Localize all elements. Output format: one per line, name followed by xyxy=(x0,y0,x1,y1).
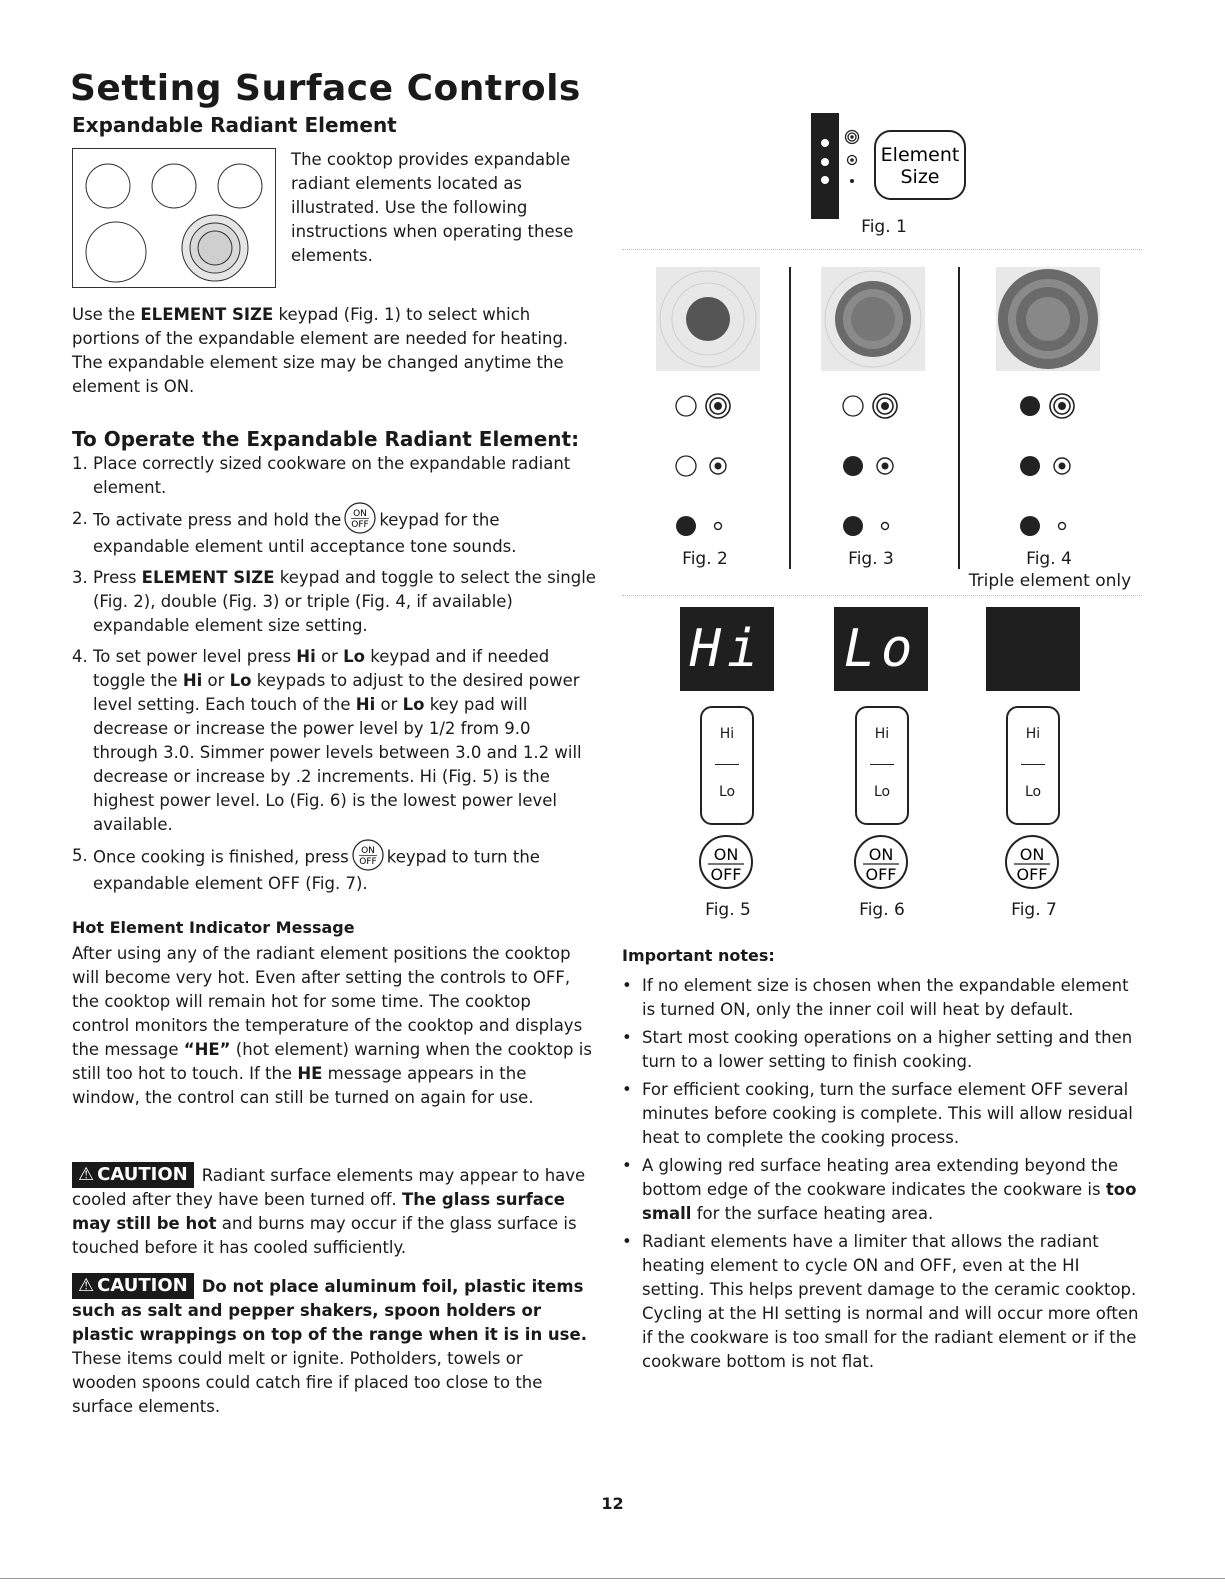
lo-key[interactable]: Lo xyxy=(1024,784,1042,800)
on-off-key-icon xyxy=(343,501,377,535)
display-blank xyxy=(986,607,1080,691)
svg-text:OFF: OFF xyxy=(1016,865,1048,884)
caution-hot-surface: ⚠ CAUTION Radiant surface elements may appear to have cooled after they have been turned off. The glass surface may still be hot and burns may occur if the glass surface is touched before it has cooled sufficiently. xyxy=(72,1164,586,1257)
single-element-coil-illustration xyxy=(656,267,760,371)
keypad-divider xyxy=(715,764,739,765)
step-2: 2. To activate press and hold the ON OFF keypad for the expandable element until acceptance tone sounds. xyxy=(72,507,600,559)
important-notes-list xyxy=(622,974,1142,1378)
fig2-label: Fig. 2 xyxy=(682,549,728,569)
svg-text:ON: ON xyxy=(868,845,894,864)
element-size-keypad-illustration xyxy=(811,113,1011,223)
step-1: 1. Place correctly sized cookware on the expandable radiant element. xyxy=(72,454,571,497)
element-size-key-label-2: Size xyxy=(900,166,940,188)
fig3-size-indicators xyxy=(839,386,909,546)
operate-steps xyxy=(72,452,600,903)
divider xyxy=(622,249,1142,250)
fig4-label: Fig. 4 xyxy=(1026,549,1072,569)
on-off-key[interactable] xyxy=(1004,834,1060,890)
note-item: • Start most cooking operations on a higher setting and then turn to a lower setting to finish cooking. xyxy=(622,1028,1133,1071)
note-item: • A glowing red surface heating area extending beyond the bottom edge of the cookware indicates the cookware is too small for the surface heating area. xyxy=(622,1156,1137,1223)
hot-element-heading: Hot Element Indicator Message xyxy=(72,918,355,937)
on-off-key[interactable] xyxy=(698,834,754,890)
svg-text:ON: ON xyxy=(360,846,375,856)
svg-text:OFF: OFF xyxy=(865,865,897,884)
svg-text:OFF: OFF xyxy=(710,865,742,884)
hi-key[interactable]: Hi xyxy=(874,726,890,742)
hot-element-paragraph: After using any of the radiant element positions the cooktop will become very hot. Even after setting the controls to OFF, the cooktop will remain hot for some time. The cooktop control monitors the temperature of the cooktop and displays the message “HE” (hot element) warning when the cooktop is still too hot to touch. If the HE message appears in the window, the control can still be turned on again for use. xyxy=(72,944,592,1107)
hi-lo-keypad[interactable] xyxy=(700,706,754,825)
svg-text:ON: ON xyxy=(713,845,739,864)
warning-triangle-icon: ⚠ xyxy=(78,1275,95,1296)
keypad-divider xyxy=(1021,764,1045,765)
svg-text:OFF: OFF xyxy=(359,857,377,867)
step-4: 4. To set power level press Hi or Lo keypad and if needed toggle the Hi or Lo keypads to adjust to the desired power level setting. Each touch of the Hi or Lo key pad will decrease or increase the power level by 1/2 from 9.0 through 3.0. Simmer power levels between 3.0 and 1.2 will decrease or increase by .2 increments. Hi (Fig. 5) is the highest power level. Lo (Fig. 6) is the lowest power level available. xyxy=(72,647,582,834)
fig2-size-indicators xyxy=(672,386,742,546)
caution-badge: ⚠ CAUTION xyxy=(72,1273,194,1299)
lo-key[interactable]: Lo xyxy=(718,784,736,800)
page-title: Setting Surface Controls xyxy=(70,68,581,109)
svg-text:ON: ON xyxy=(353,509,368,519)
divider xyxy=(622,595,1142,596)
hi-lo-keypad[interactable] xyxy=(855,706,909,825)
fig4-note: Triple element only xyxy=(968,571,1132,591)
column-divider xyxy=(958,267,960,569)
fig4-size-indicators xyxy=(1016,386,1086,546)
step-5: 5. Once cooking is finished, press ON OFF keypad to turn the expandable element OFF (Fig. 7). xyxy=(72,844,600,896)
page-number: 12 xyxy=(601,1494,624,1513)
section-subtitle: Expandable Radiant Element xyxy=(72,113,397,137)
fig7-label: Fig. 7 xyxy=(1011,900,1057,920)
fig3-label: Fig. 3 xyxy=(848,549,894,569)
triple-element-coil-illustration xyxy=(996,267,1100,371)
cooktop-layout-illustration xyxy=(72,148,276,288)
svg-text:ON: ON xyxy=(1019,845,1045,864)
column-divider xyxy=(789,267,791,569)
hi-lo-keypad[interactable] xyxy=(1006,706,1060,825)
step-3: 3. Press ELEMENT SIZE keypad and toggle to select the single (Fig. 2), double (Fig. 3) or triple (Fig. 4, if available) expandable element size setting. xyxy=(72,568,596,635)
keypad-divider xyxy=(870,764,894,765)
intro-paragraph: The cooktop provides expandable radiant elements located as illustrated. Use the following instructions when operating these elements. xyxy=(291,150,574,265)
hi-key[interactable]: Hi xyxy=(1025,726,1041,742)
page-bottom-rule xyxy=(0,1578,1225,1579)
note-item: • For efficient cooking, turn the surface element OFF several minutes before cooking is complete. This will allow residual heat to complete the cooking process. xyxy=(622,1080,1133,1147)
fig1-label: Fig. 1 xyxy=(861,217,907,237)
double-element-coil-illustration xyxy=(821,267,925,371)
element-size-paragraph: Use the ELEMENT SIZE keypad (Fig. 1) to select which portions of the expandable element are needed for heating. The expandable element size may be changed anytime the element is ON. xyxy=(72,305,569,396)
fig1-element-size-keypad xyxy=(811,113,1011,238)
display-lo: Lo xyxy=(834,607,928,691)
element-size-key-label-1: Element xyxy=(880,144,960,166)
svg-text:OFF: OFF xyxy=(351,520,370,530)
note-item: • Radiant elements have a limiter that allows the radiant heating element to cycle ON and OFF, even at the HI setting. This helps prevent damage to the ceramic cooktop. Cycling at the HI setting is normal and will occur more often if the cookware is too small for the radiant element or if the cookware bottom is not flat. xyxy=(622,1232,1139,1371)
important-notes-heading: Important notes: xyxy=(622,946,775,965)
operate-heading: To Operate the Expandable Radiant Element: xyxy=(72,427,580,451)
lo-key[interactable]: Lo xyxy=(873,784,891,800)
fig5-label: Fig. 5 xyxy=(705,900,751,920)
warning-triangle-icon: ⚠ xyxy=(78,1164,95,1185)
note-item: • If no element size is chosen when the expandable element is turned ON, only the inner coil will heat by default. xyxy=(622,976,1129,1019)
display-hi: Hi xyxy=(680,607,774,691)
on-off-key-icon xyxy=(351,838,385,872)
fig6-label: Fig. 6 xyxy=(859,900,905,920)
hi-key[interactable]: Hi xyxy=(719,726,735,742)
on-off-key[interactable] xyxy=(853,834,909,890)
caution-aluminum-foil: ⚠ CAUTION Do not place aluminum foil, plastic items such as salt and pepper shakers, spoon holders or plastic wrappings on top of the range when it is in use. These items could melt or ignite. Potholders, towels or wooden spoons could catch fire if placed too close to the surface elements. xyxy=(72,1275,587,1416)
caution-badge: ⚠ CAUTION xyxy=(72,1162,194,1188)
